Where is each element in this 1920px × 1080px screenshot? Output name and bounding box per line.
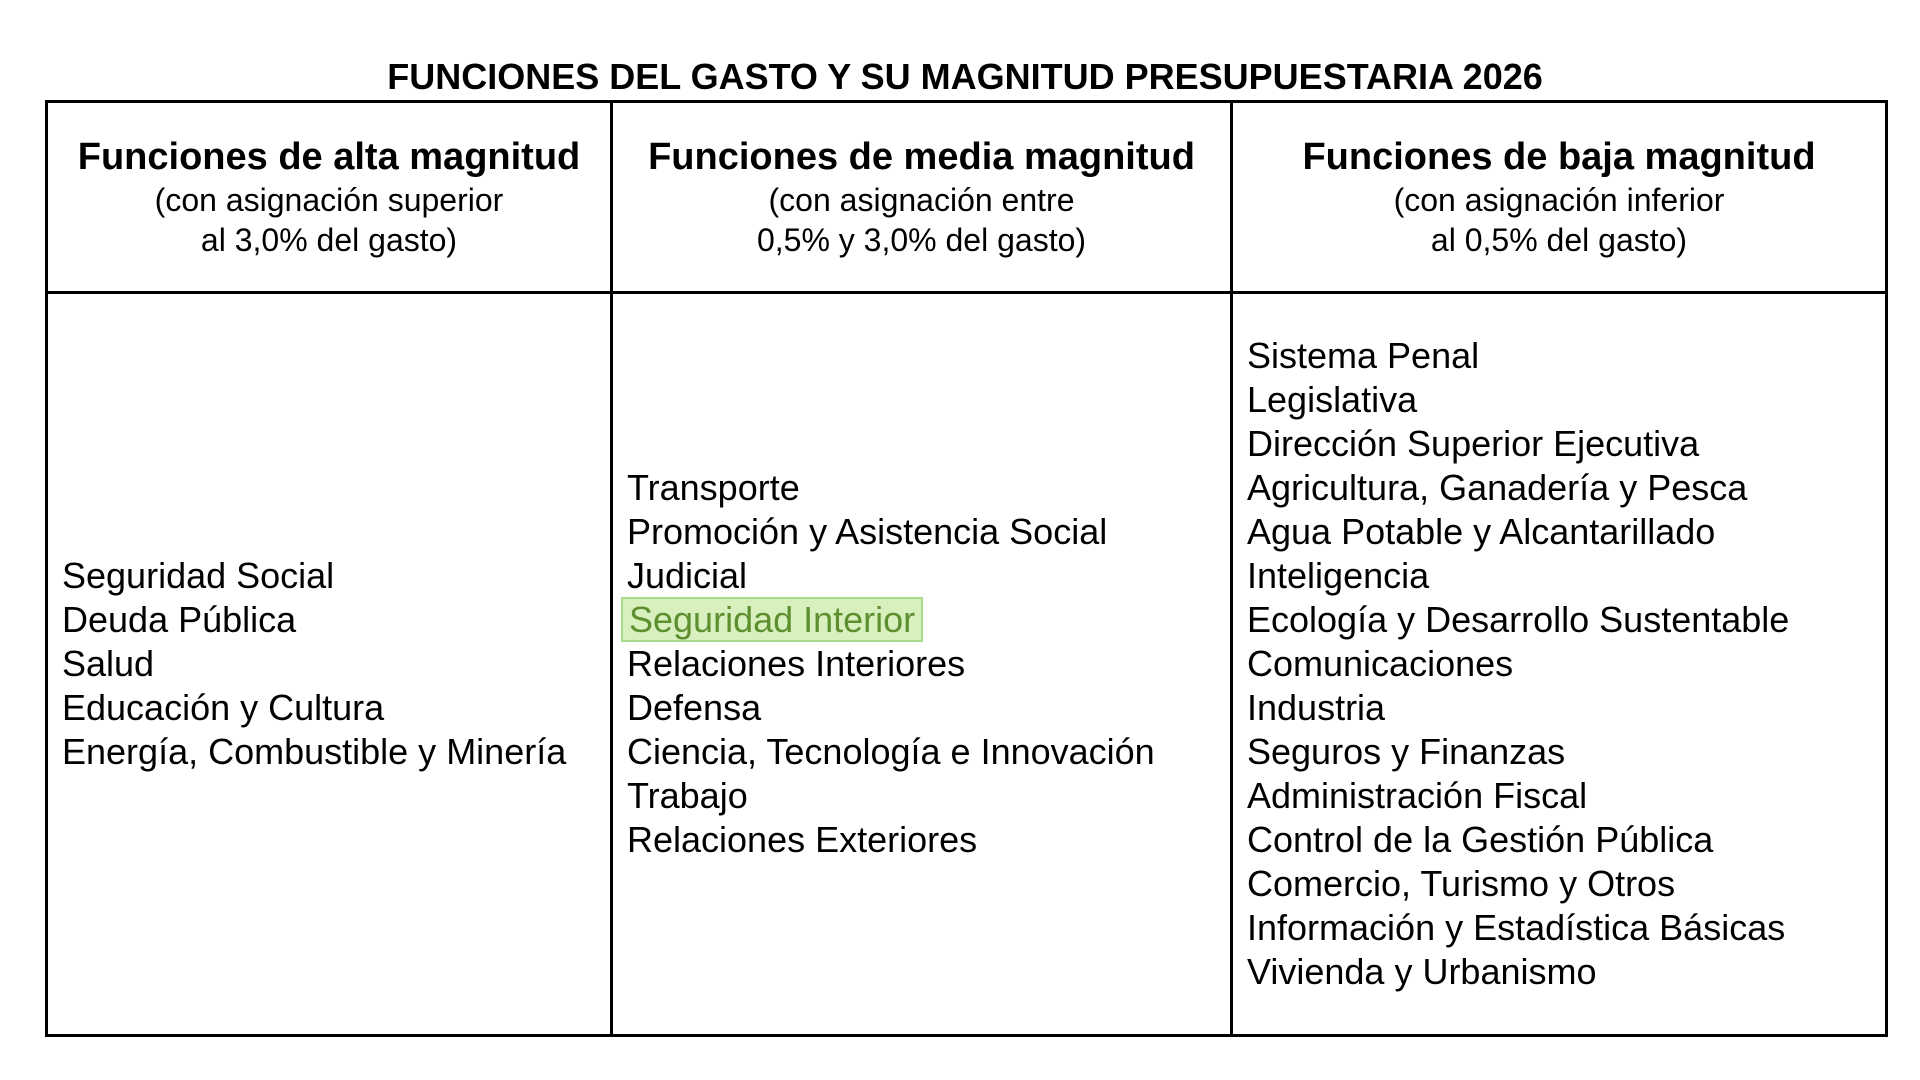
medium-magnitude-cell bbox=[612, 293, 1232, 1036]
low-magnitude-cell bbox=[1232, 293, 1887, 1036]
function-label: Trabajo bbox=[627, 775, 748, 816]
function-label: Agricultura, Ganadería y Pesca bbox=[1247, 467, 1748, 508]
list-item bbox=[1247, 642, 1875, 686]
list-item bbox=[62, 598, 600, 642]
function-label: Agua Potable y Alcantarillado bbox=[1247, 511, 1716, 552]
list-item bbox=[1247, 774, 1875, 818]
medium-magnitude-list bbox=[627, 466, 1220, 862]
list-item bbox=[1247, 730, 1875, 774]
column-header-low bbox=[1232, 102, 1887, 293]
function-label: Comunicaciones bbox=[1247, 643, 1514, 684]
list-item bbox=[627, 730, 1220, 774]
function-label: Relaciones Exteriores bbox=[627, 819, 978, 860]
list-item bbox=[1247, 334, 1875, 378]
list-item bbox=[627, 598, 1220, 642]
list-item bbox=[1247, 554, 1875, 598]
function-label: Industria bbox=[1247, 687, 1386, 728]
column-title-medium: Funciones de media magnitud bbox=[648, 136, 1195, 178]
list-item bbox=[627, 686, 1220, 730]
function-label: Transporte bbox=[627, 467, 800, 508]
list-item bbox=[62, 642, 600, 686]
function-label: Ecología y Desarrollo Sustentable bbox=[1247, 599, 1790, 640]
list-item bbox=[62, 686, 600, 730]
highlighted-function-label: Seguridad Interior bbox=[621, 597, 923, 642]
function-label: Educación y Cultura bbox=[62, 687, 385, 728]
column-subtitle-medium-line1: (con asignación entre bbox=[768, 182, 1075, 218]
function-label: Salud bbox=[62, 643, 155, 684]
page-title: FUNCIONES DEL GASTO Y SU MAGNITUD PRESUPUESTARIA 2026 bbox=[387, 56, 1543, 97]
list-item bbox=[1247, 422, 1875, 466]
list-item bbox=[1247, 862, 1875, 906]
list-item bbox=[1247, 686, 1875, 730]
function-label: Control de la Gestión Pública bbox=[1247, 819, 1714, 860]
column-subtitle-low-line2: al 0,5% del gasto) bbox=[1430, 222, 1688, 258]
list-item bbox=[1247, 510, 1875, 554]
high-magnitude-cell bbox=[47, 293, 612, 1036]
table-body-row bbox=[47, 293, 1887, 1036]
list-item bbox=[1247, 906, 1875, 950]
function-label: Relaciones Interiores bbox=[627, 643, 966, 684]
function-label: Dirección Superior Ejecutiva bbox=[1247, 423, 1700, 464]
column-header-high bbox=[47, 102, 612, 293]
function-label: Promoción y Asistencia Social bbox=[627, 511, 1108, 552]
list-item bbox=[1247, 818, 1875, 862]
low-magnitude-list bbox=[1247, 334, 1875, 994]
function-label: Información y Estadística Básicas bbox=[1247, 907, 1786, 948]
list-item bbox=[1247, 598, 1875, 642]
function-label: Judicial bbox=[627, 555, 748, 596]
list-item bbox=[1247, 950, 1875, 994]
list-item bbox=[627, 642, 1220, 686]
function-label: Seguros y Finanzas bbox=[1247, 731, 1566, 772]
column-header-medium bbox=[612, 102, 1232, 293]
function-label: Deuda Pública bbox=[62, 599, 297, 640]
column-subtitle-high-line2: al 3,0% del gasto) bbox=[200, 222, 458, 258]
list-item bbox=[627, 774, 1220, 818]
list-item bbox=[627, 510, 1220, 554]
list-item bbox=[1247, 466, 1875, 510]
function-label: Administración Fiscal bbox=[1247, 775, 1588, 816]
table-header-row bbox=[47, 102, 1887, 293]
function-label: Sistema Penal bbox=[1247, 335, 1480, 376]
function-label: Defensa bbox=[627, 687, 762, 728]
list-item bbox=[62, 554, 600, 598]
function-label: Seguridad Social bbox=[62, 555, 335, 596]
budget-functions-table bbox=[45, 100, 1888, 1037]
list-item bbox=[627, 554, 1220, 598]
function-label: Ciencia, Tecnología e Innovación bbox=[627, 731, 1155, 772]
list-item bbox=[1247, 378, 1875, 422]
column-subtitle-high-line1: (con asignación superior bbox=[154, 182, 504, 218]
column-title-low: Funciones de baja magnitud bbox=[1302, 136, 1816, 178]
column-title-high: Funciones de alta magnitud bbox=[77, 136, 581, 178]
list-item bbox=[627, 466, 1220, 510]
column-subtitle-low-line1: (con asignación inferior bbox=[1393, 182, 1725, 218]
column-subtitle-medium-line2: 0,5% y 3,0% del gasto) bbox=[756, 222, 1087, 258]
high-magnitude-list bbox=[62, 554, 600, 774]
function-label: Inteligencia bbox=[1247, 555, 1430, 596]
function-label: Comercio, Turismo y Otros bbox=[1247, 863, 1676, 904]
list-item bbox=[62, 730, 600, 774]
list-item bbox=[627, 818, 1220, 862]
function-label: Vivienda y Urbanismo bbox=[1247, 951, 1597, 992]
function-label: Energía, Combustible y Minería bbox=[62, 731, 567, 772]
function-label: Legislativa bbox=[1247, 379, 1418, 420]
